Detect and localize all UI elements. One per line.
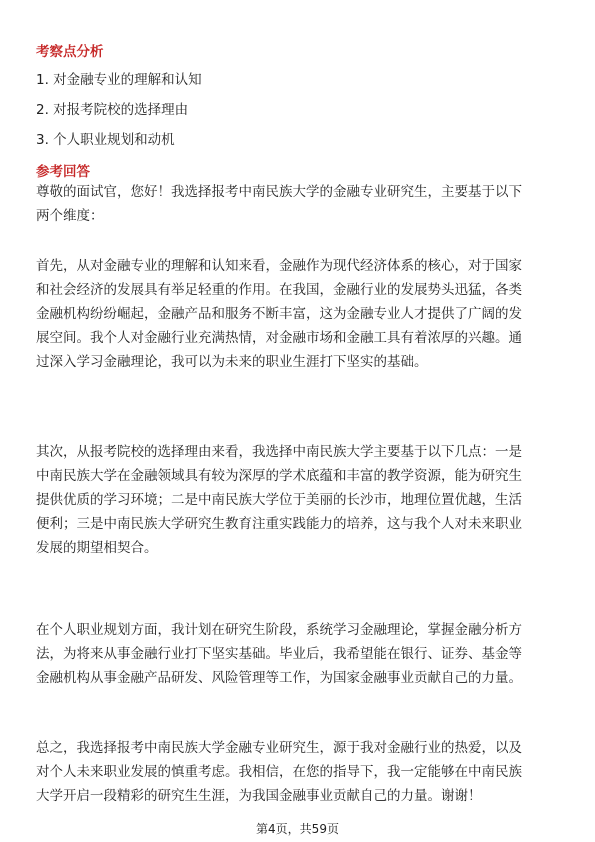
answer-heading: 参考回答 — [36, 164, 90, 180]
paragraph-line: 尊敬的面试官，您好！我选择报考中南民族大学的金融专业研究生，主要基于以下 — [36, 184, 522, 200]
paragraph-line: 对个人未来职业发展的慎重考虑。我相信，在您的指导下，我一定能够在中南民族 — [36, 764, 522, 780]
paragraph-line: 法，为将来从事金融行业打下坚实基础。毕业后，我希望能在银行、证券、基金等 — [36, 646, 522, 662]
paragraph-line: 提供优质的学习环境；二是中南民族大学位于美丽的长沙市，地理位置优越，生活 — [36, 492, 522, 508]
paragraph-line: 金融机构纷纷崛起，金融产品和服务不断丰富，这为金融专业人才提供了广阔的发 — [36, 306, 522, 322]
paragraph-line: 过深入学习金融理论，我可以为未来的职业生涯打下坚实的基础。 — [36, 354, 428, 370]
paragraph-line: 金融机构从事金融产品研发、风险管理等工作，为国家金融事业贡献自己的力量。 — [36, 670, 522, 686]
paragraph-line: 大学开启一段精彩的研究生生涯，为我国金融事业贡献自己的力量。谢谢！ — [36, 788, 482, 804]
paragraph-conclusion — [36, 736, 560, 808]
paragraph-line: 中南民族大学在金融领域具有较为深厚的学术底蕴和丰富的教学资源，能为研究生 — [36, 468, 522, 484]
paragraph-line: 和社会经济的发展具有举足轻重的作用。在我国，金融行业的发展势头迅猛，各类 — [36, 282, 522, 298]
analysis-point-1: 1. 对金融专业的理解和认知 — [36, 72, 202, 88]
cropped-previous-text — [36, 0, 296, 10]
paragraph-career-plan — [36, 618, 560, 690]
paragraph-line: 展空间。我个人对金融行业充满热情，对金融市场和金融工具有着浓厚的兴趣。通 — [36, 330, 522, 346]
paragraph-line: 两个维度： — [36, 208, 104, 224]
paragraph-intro — [36, 180, 560, 228]
paragraph-line: 发展的期望相契合。 — [36, 540, 158, 556]
paragraph-line: 首先，从对金融专业的理解和认知来看，金融作为现代经济体系的核心，对于国家 — [36, 258, 522, 274]
paragraph-line: 总之，我选择报考中南民族大学金融专业研究生，源于我对金融行业的热爱，以及 — [36, 740, 522, 756]
analysis-point-3: 3. 个人职业规划和动机 — [36, 132, 175, 148]
paragraph-school-choice — [36, 440, 560, 560]
page-number-footer: 第4页，共59页 — [256, 822, 339, 836]
analysis-heading: 考察点分析 — [36, 44, 104, 60]
paragraph-understanding — [36, 254, 560, 374]
paragraph-line: 便利；三是中南民族大学研究生教育注重实践能力的培养，这与我个人对未来职业 — [36, 516, 522, 532]
analysis-point-2: 2. 对报考院校的选择理由 — [36, 102, 189, 118]
paragraph-line: 其次，从报考院校的选择理由来看，我选择中南民族大学主要基于以下几点：一是 — [36, 444, 522, 460]
paragraph-line: 在个人职业规划方面，我计划在研究生阶段，系统学习金融理论，掌握金融分析方 — [36, 622, 522, 638]
